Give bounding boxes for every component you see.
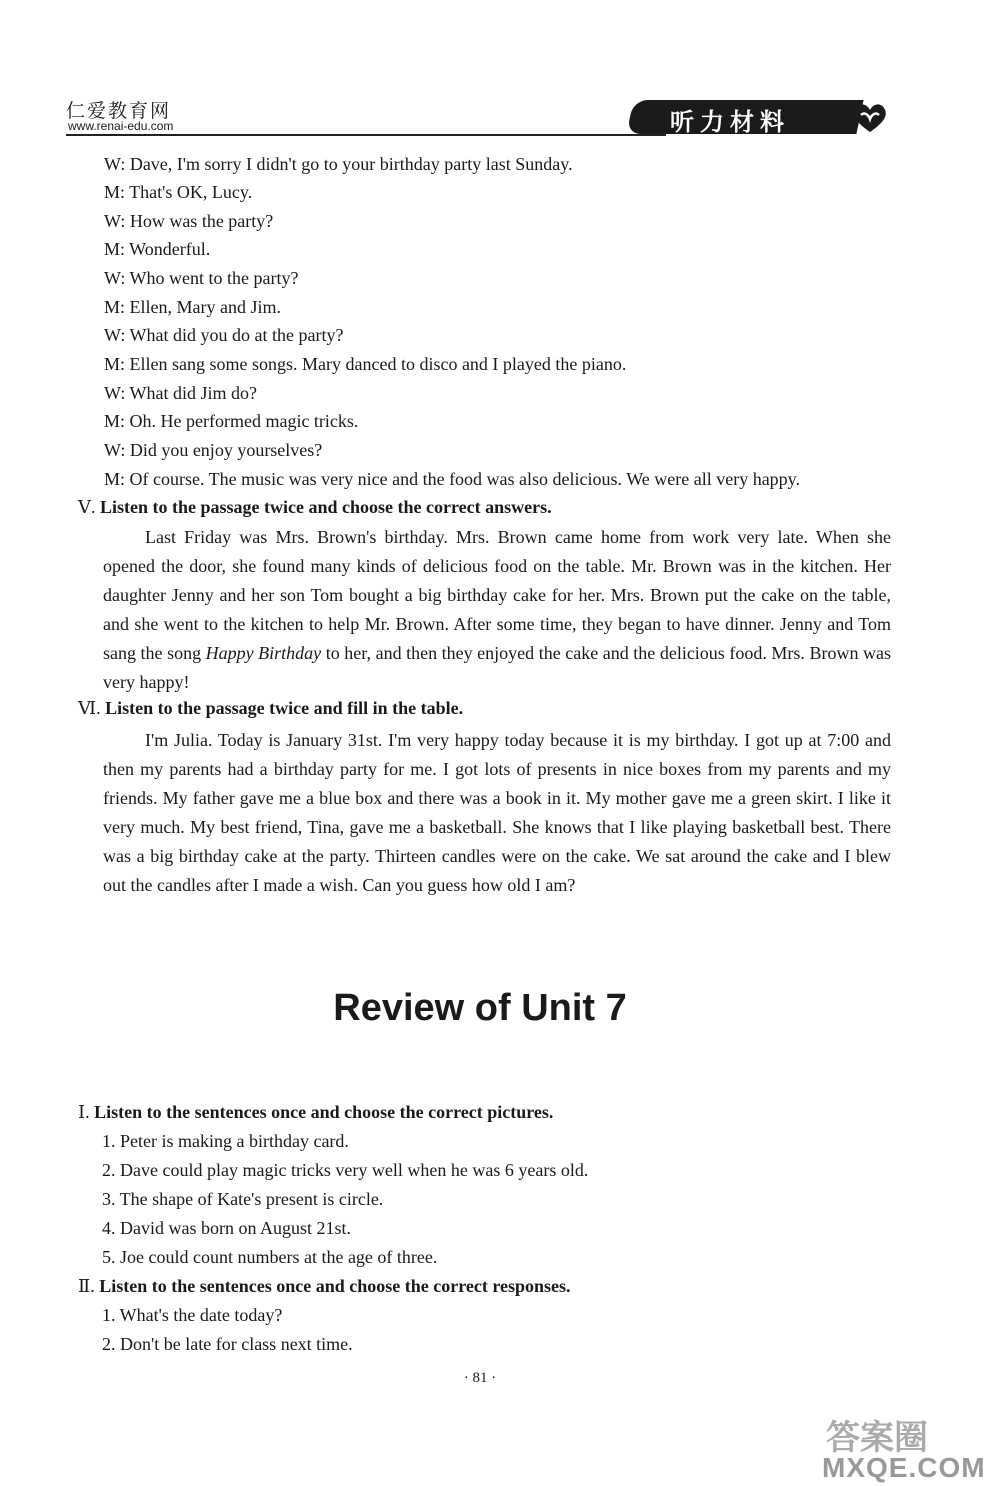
list-item: 3. The shape of Kate's present is circle. xyxy=(102,1189,384,1209)
song-title: Happy Birthday xyxy=(205,643,322,663)
dialogue-line: M: Ellen, Mary and Jim. xyxy=(104,297,281,317)
list-item: 1. Peter is making a birthday card. xyxy=(102,1131,349,1151)
section-title: Listen to the sentences once and choose the correct responses. xyxy=(99,1276,571,1296)
dialogue-line: M: That's OK, Lucy. xyxy=(104,182,253,202)
dialogue-line: W: How was the party? xyxy=(104,211,274,231)
section-heading xyxy=(78,1276,571,1297)
section-title: Listen to the passage twice and choose the correct answers. xyxy=(100,497,552,517)
dialogue-line: W: What did Jim do? xyxy=(104,383,257,403)
list-item: 1. What's the date today? xyxy=(102,1305,283,1325)
section-title: Listen to the sentences once and choose the correct pictures. xyxy=(94,1102,554,1122)
section-heading xyxy=(78,1102,553,1123)
passage-text: Last Friday was Mrs. Brown's birthday. Mrs. Brown came home from work very late. When she opened the door, she found many kinds of delicious food on the table. Mr. Brown was in the kitchen. Her daughter Jenny and her son Tom bought a big birthday cake for her. Mrs. Brown put the cake on the table, and she went to the kitchen to help Mr. Brown. After some time, they began to have dinner. Jenny and Tom sang the song xyxy=(103,527,891,663)
heart-icon xyxy=(850,102,890,134)
section-heading xyxy=(78,698,463,719)
watermark-text: MXQE.COM xyxy=(822,1452,986,1483)
list-item: 4. David was born on August 21st. xyxy=(102,1218,351,1238)
section-heading xyxy=(78,497,552,518)
unit-title: Review of Unit 7 xyxy=(333,987,627,1029)
list-item: 2. Don't be late for class next time. xyxy=(102,1334,353,1354)
section-number: Ⅵ. xyxy=(78,698,101,718)
section-number: Ⅱ. xyxy=(78,1276,95,1296)
dialogue-line: W: What did you do at the party? xyxy=(104,325,344,345)
watermark-logo: 答案圈 xyxy=(826,1418,928,1458)
page-header xyxy=(60,96,900,144)
dialogue-line: M: Ellen sang some songs. Mary danced to disco and I played the piano. xyxy=(104,354,627,374)
passage xyxy=(103,523,891,697)
section-number: Ⅰ. xyxy=(78,1102,90,1122)
header-title: 听力材料 xyxy=(670,108,790,136)
list-item: 2. Dave could play magic tricks very well when he was 6 years old. xyxy=(102,1160,589,1180)
dialogue-line: W: Did you enjoy yourselves? xyxy=(104,440,323,460)
header-divider xyxy=(66,134,666,136)
passage: I'm Julia. Today is January 31st. I'm very happy today because it is my birthday. I got up at 7:00 and then my parents had a birthday party for me. I got lots of presents in nice boxes from my parents and my friends. My father gave me a blue box and there was a book in it. My mother gave me a green skirt. I like it very much. My best friend, Tina, gave me a basketball. She knows that I like playing basketball best. There was a big birthday cake at the party. Thirteen candles were on the cake. We sat around the cake and I blew out the candles after I made a wish. Can you guess how old I am? xyxy=(103,730,891,895)
dialogue-line: M: Oh. He performed magic tricks. xyxy=(104,411,359,431)
dialogue-line: W: Who went to the party? xyxy=(104,268,299,288)
brand-url: www.renai-edu.com xyxy=(68,119,174,133)
section-number: Ⅴ. xyxy=(78,497,96,517)
dialogue-line: M: Wonderful. xyxy=(104,239,211,259)
section-title: Listen to the passage twice and fill in the table. xyxy=(105,698,464,718)
dialogue-line: M: Of course. The music was very nice and the food was also delicious. We were all very happy. xyxy=(104,469,801,489)
list-item: 5. Joe could count numbers at the age of three. xyxy=(102,1247,438,1267)
passage-text: to her, and then they enjoyed the cake and the delicious food. Mrs. Brown was very happy! xyxy=(103,643,891,692)
brand-name: 仁爱教育网 xyxy=(66,100,172,122)
page-number: · 81 · xyxy=(463,1370,497,1386)
dialogue-line: W: Dave, I'm sorry I didn't go to your birthday party last Sunday. xyxy=(104,154,573,174)
